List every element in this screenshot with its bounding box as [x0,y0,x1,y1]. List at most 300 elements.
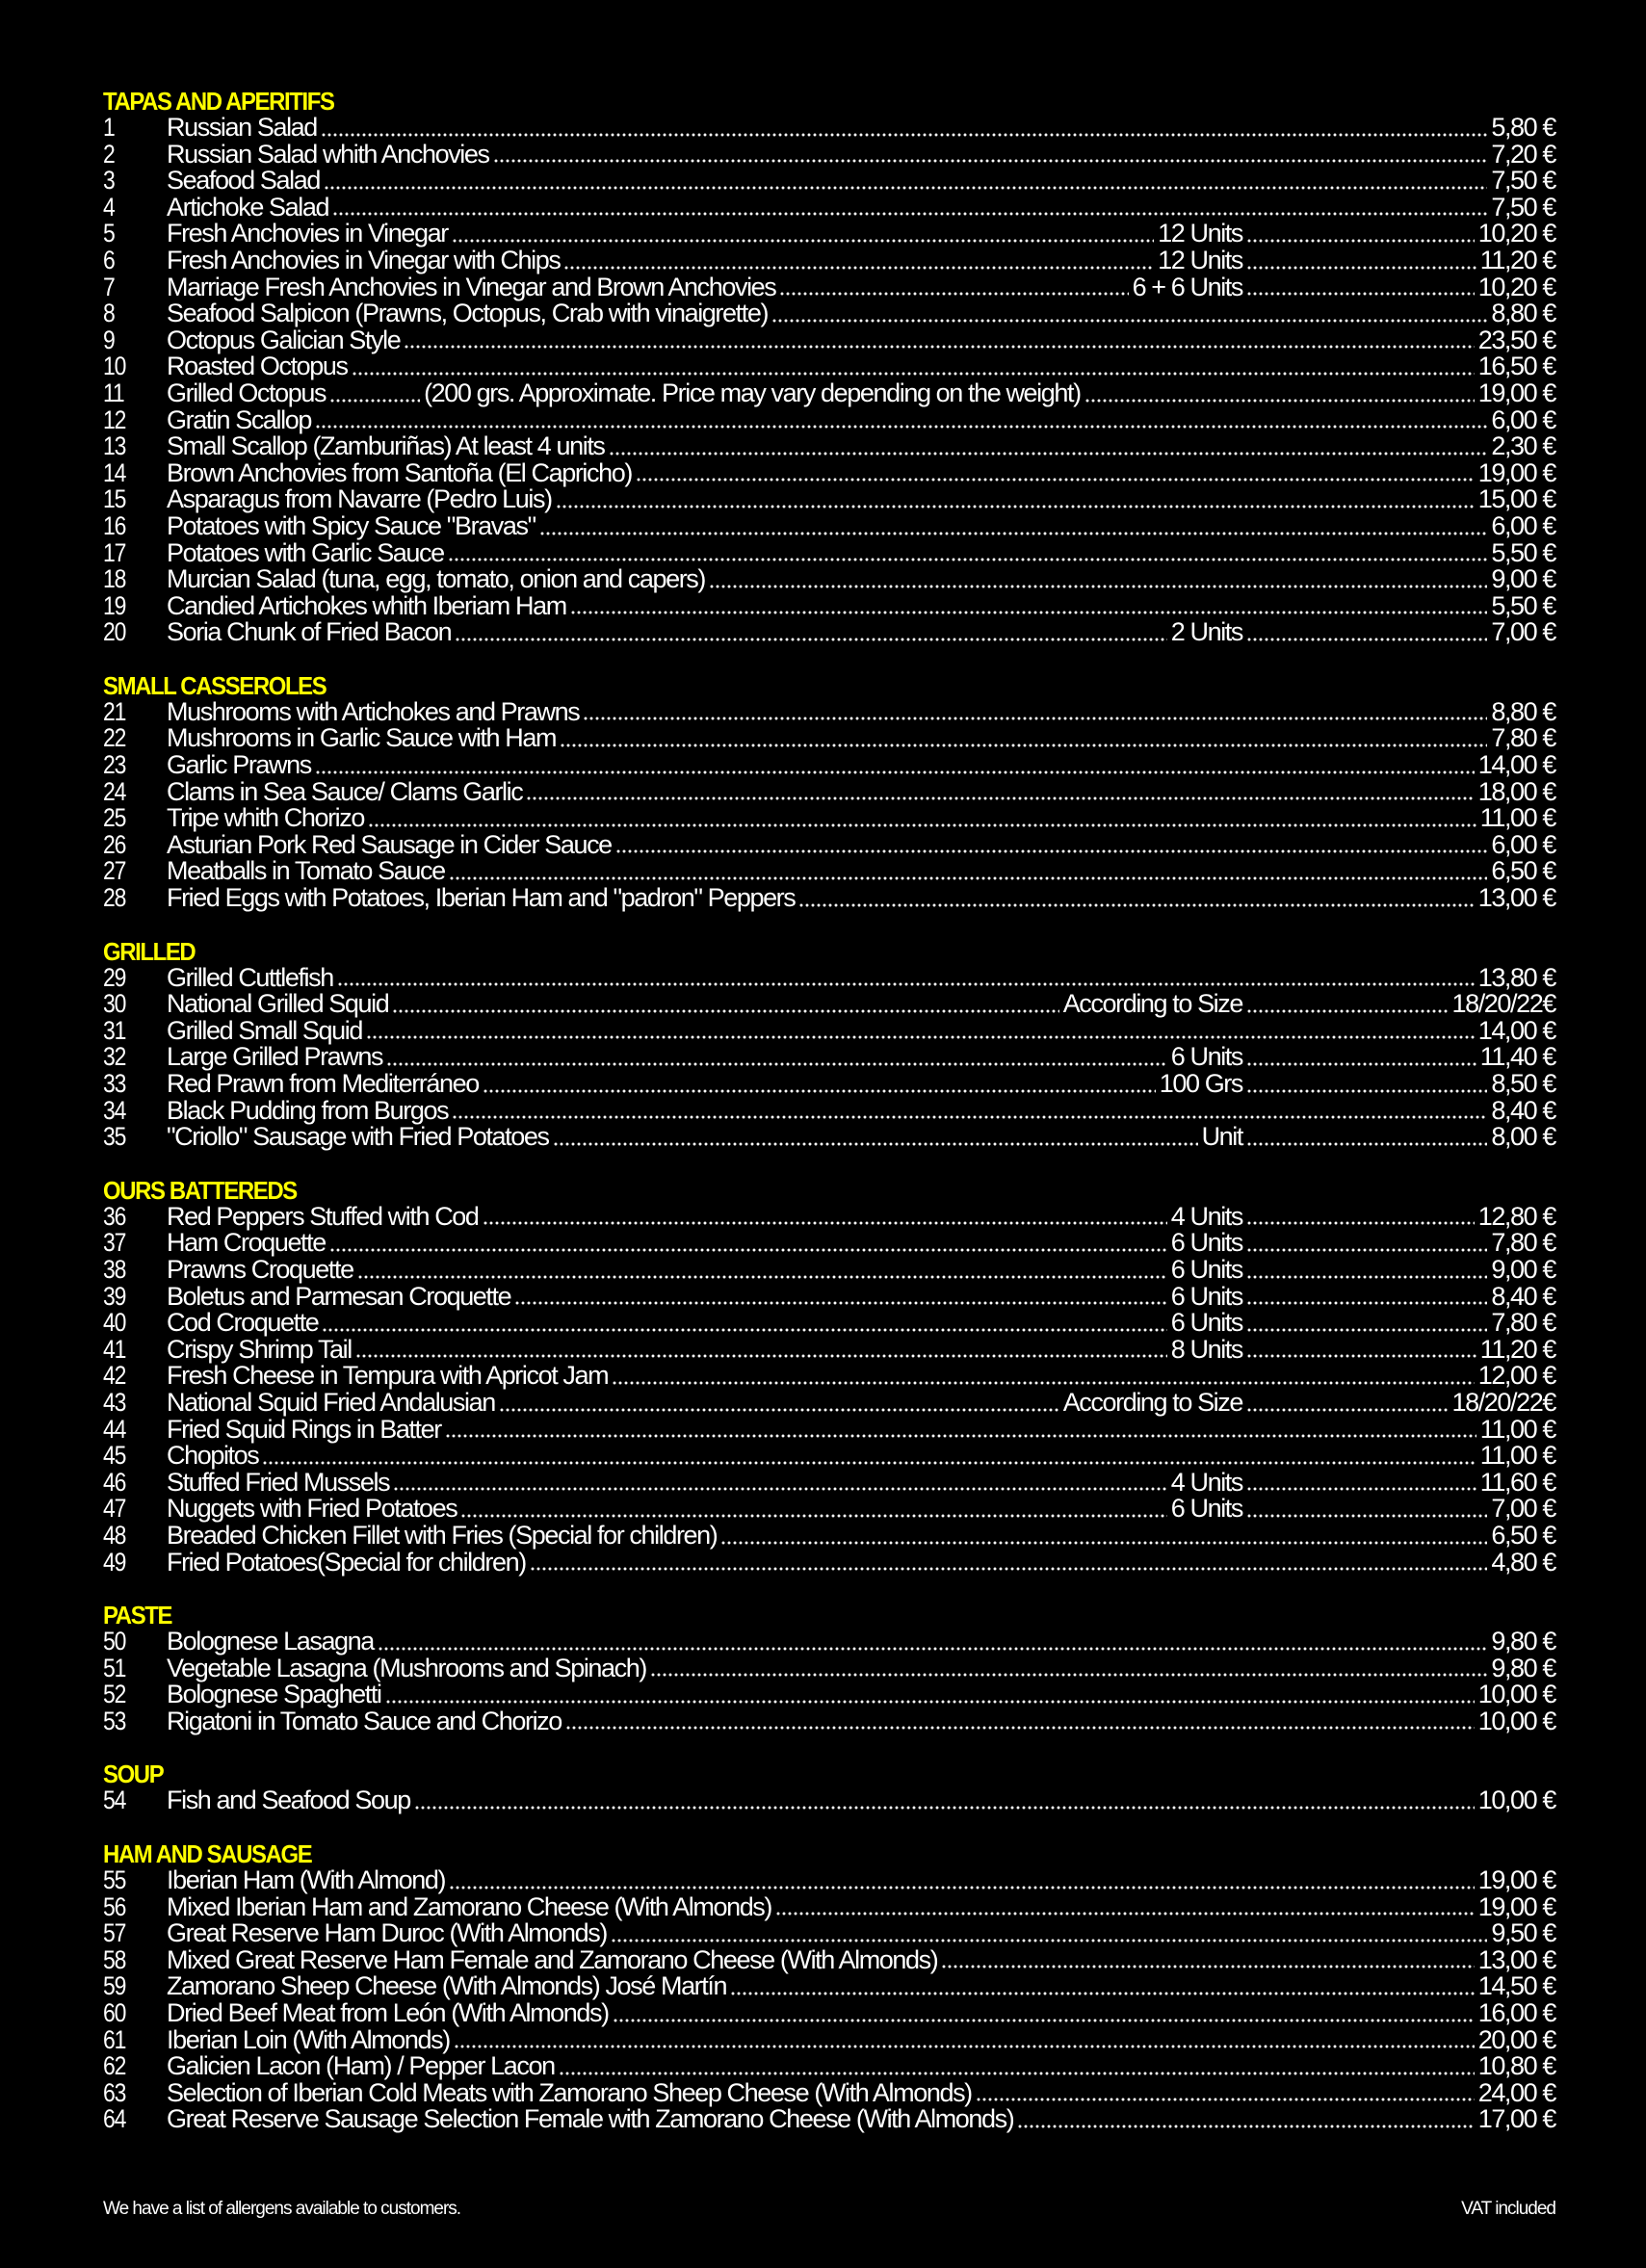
menu-item [103,805,1555,832]
item-name: National Grilled Squid [167,989,389,1019]
item-number: 17 [103,537,126,567]
dot-leader [570,611,1488,614]
item-name: Selection of Iberian Cold Meats with Zamorano Sheep Cheese (With Almonds) [167,2077,972,2107]
menu-item [103,725,1555,752]
item-name: Meatballs in Tomato Sauce [167,856,445,886]
dot-leader [483,1089,1156,1093]
item-number: 38 [103,1254,126,1284]
item-name: Russian Salad whith Anchovies [167,139,489,169]
item-name: Large Grilled Prawns [167,1042,383,1072]
item-number: 30 [103,989,126,1019]
item-price: 8,80 € [1491,299,1555,328]
item-body [167,192,1555,222]
item-body [167,2024,1555,2054]
dot-leader [565,1726,1475,1730]
menu-item [103,457,1555,487]
item-body [167,1629,1555,1655]
menu-item [103,1496,1555,1523]
item-number: 57 [103,1918,126,1948]
item-number: 21 [103,696,126,726]
menu-section [103,89,1555,646]
item-number: 23 [103,750,126,780]
menu-item [103,1334,1555,1364]
menu-item [103,1708,1555,1735]
item-price: 8,40 € [1491,1095,1555,1125]
item-price: 9,80 € [1491,1653,1555,1682]
item-price: 10,00 € [1477,1706,1555,1735]
item-body [167,1015,1555,1045]
item-price: 10,00 € [1477,1680,1555,1709]
item-number: 8 [103,299,115,328]
item-price: 8,50 € [1491,1069,1555,1098]
item-name: Fresh Cheese in Tempura with Apricot Jam [167,1361,609,1391]
menu-item [103,404,1555,434]
dot-leader [385,1700,1475,1704]
item-number: 54 [103,1786,126,1815]
item-price: 11,00 € [1479,1414,1555,1444]
item-body [167,566,1555,593]
item-number: 64 [103,2104,126,2134]
item-price: 19,00 € [1477,1865,1555,1895]
dot-leader [1246,1408,1448,1412]
item-name: Galicien Lacon (Ham) / Pepper Lacon [167,2051,555,2081]
dot-leader [1246,1487,1476,1491]
menu-section [103,1603,1555,1734]
item-number: 60 [103,1998,126,2028]
item-price: 9,00 € [1491,1254,1555,1284]
section-title: HAM AND SAUSAGE [103,1839,312,1869]
item-number: 56 [103,1891,126,1921]
dot-leader [329,1248,1167,1252]
menu-item [103,168,1555,195]
menu-item [103,510,1555,540]
item-name: Bolognese Spaghetti [167,1680,381,1709]
item-number: 31 [103,1015,126,1045]
item-name: Asturian Pork Red Sausage in Cider Sauce [167,829,612,859]
dot-leader [1246,1062,1476,1066]
menu-section [103,1175,1555,1577]
item-number: 9 [103,325,115,354]
item-body [167,1787,1555,1814]
footer [103,2199,1555,2220]
item-body [167,2106,1555,2133]
item-number: 1 [103,113,115,142]
item-name: Nuggets with Fried Potatoes [167,1494,457,1524]
item-price: 17,00 € [1477,2104,1555,2134]
dot-leader [1246,1248,1487,1252]
dot-leader [539,532,1488,535]
menu-item [103,1655,1555,1682]
item-price: 16,00 € [1477,1998,1555,2028]
dot-leader [1246,1354,1476,1358]
item-price: 13,00 € [1477,883,1555,913]
item-price: 19,00 € [1477,378,1555,407]
menu-section [103,670,1555,913]
item-name: Octopus Galician Style [167,325,401,354]
item-number: 3 [103,166,115,196]
item-number: 28 [103,883,126,913]
item-price: 8,00 € [1491,1122,1555,1152]
item-price: 15,00 € [1477,484,1555,514]
item-body [167,510,1555,540]
item-number: 46 [103,1467,126,1497]
item-units: 6 Units [1170,1281,1242,1311]
item-note: (200 grs. Approximate. Price may vary depending on the weight) [424,378,1081,407]
menu-section [103,1761,1555,1814]
item-name: Grilled Small Squid [167,1015,362,1045]
item-name: Small Scallop (Zamburiñas) At least 4 units [167,431,605,461]
dot-leader [355,1354,1167,1358]
menu-item [103,115,1555,142]
item-name: Seafood Salpicon (Prawns, Octopus, Crab with vinaigrette) [167,299,769,328]
menu-item [103,2106,1555,2133]
item-units: 4 Units [1170,1201,1242,1231]
dot-leader [315,770,1475,774]
menu-item [103,1973,1555,2000]
item-body [167,752,1555,779]
item-body [167,962,1555,992]
menu-item [103,1201,1555,1231]
item-name: Bolognese Lasagna [167,1627,374,1656]
dot-leader [1246,239,1475,243]
item-number: 20 [103,617,126,647]
item-body [167,590,1555,620]
item-price: 11,20 € [1479,245,1555,274]
item-name: Ham Croquette [167,1228,326,1258]
dot-leader [393,1487,1167,1491]
item-number: 32 [103,1042,126,1072]
item-body [167,245,1555,274]
menu-item [103,245,1555,274]
dot-leader [322,1328,1166,1332]
dot-leader [775,1912,1475,1916]
menu-item [103,619,1555,646]
menu-item [103,1520,1555,1550]
item-price: 4,80 € [1491,1547,1555,1577]
menu-item [103,537,1555,567]
dot-leader [321,133,1487,137]
menu-item [103,1254,1555,1284]
menu-item [103,192,1555,222]
dot-leader [798,903,1474,907]
menu-item [103,353,1555,380]
menu-item [103,1944,1555,1974]
item-price: 12,00 € [1477,1361,1555,1391]
item-price: 6,00 € [1491,510,1555,540]
item-price: 5,80 € [1491,113,1555,142]
item-body [167,725,1555,752]
item-units: 6 Units [1170,1308,1242,1338]
dot-leader [262,1461,1476,1465]
item-body [167,1071,1555,1098]
item-name: Brown Anchovies from Santoña (El Capricho) [167,457,632,487]
menu-item [103,858,1555,885]
dot-leader [771,319,1487,323]
item-number: 19 [103,590,126,620]
item-body [167,1944,1555,1974]
item-number: 63 [103,2077,126,2107]
menu-item [103,1044,1555,1071]
item-name: Black Pudding from Burgos [167,1095,449,1125]
item-body [167,168,1555,195]
dot-leader [1246,1275,1487,1279]
item-number: 5 [103,219,115,248]
menu-section [103,936,1555,1152]
item-price: 2,30 € [1491,431,1555,461]
item-price: 6,00 € [1491,404,1555,434]
item-number: 41 [103,1334,126,1364]
dot-leader [611,1939,1487,1942]
item-number: 42 [103,1361,126,1391]
item-name: Cod Croquette [167,1308,319,1338]
menu-item [103,1467,1555,1497]
menu-item [103,1230,1555,1257]
menu-section [103,1841,1555,2133]
item-name: Candied Artichokes whith Iberiam Ham [167,590,566,620]
menu-item [103,566,1555,593]
item-name: Roasted Octopus [167,352,348,381]
item-number: 33 [103,1069,126,1098]
item-body [167,1044,1555,1071]
item-body [167,1230,1555,1257]
menu-item [103,2053,1555,2080]
item-price: 6,00 € [1491,829,1555,859]
item-body [167,380,1555,407]
menu-item [103,139,1555,169]
dot-leader [1246,1221,1475,1225]
menu-item [103,300,1555,327]
dot-leader [378,1647,1487,1651]
item-body [167,1254,1555,1284]
item-units: 2 Units [1170,617,1242,647]
dot-leader [329,399,420,403]
item-body [167,1201,1555,1231]
item-price: 11,60 € [1479,1467,1555,1497]
item-units: Unit [1201,1122,1242,1152]
dot-leader [559,2072,1475,2075]
item-body [167,457,1555,487]
menu-item [103,1681,1555,1708]
item-name: Grilled Octopus [167,378,327,407]
item-number: 50 [103,1627,126,1656]
dot-leader [332,212,1487,216]
item-price: 7,20 € [1491,139,1555,169]
dot-leader [1246,1514,1487,1518]
dot-leader [499,1408,1059,1412]
item-name: Vegetable Lasagna (Mushrooms and Spinach) [167,1653,646,1682]
item-number: 49 [103,1547,126,1577]
dot-leader [583,717,1487,720]
item-name: Mushrooms with Artichokes and Prawns [167,696,580,726]
item-name: Fried Squid Rings in Batter [167,1414,441,1444]
menu-item [103,1310,1555,1337]
item-name: Murcian Salad (tuna, egg, tomato, onion and capers) [167,564,705,594]
item-number: 45 [103,1441,126,1471]
menu-item [103,1787,1555,1814]
item-price: 7,80 € [1491,723,1555,753]
menu-item [103,1015,1555,1045]
item-number: 44 [103,1414,126,1444]
dot-leader [368,823,1476,827]
item-name: "Criollo" Sausage with Fried Potatoes [167,1122,549,1152]
item-number: 6 [103,245,115,274]
item-units: 6 Units [1170,1254,1242,1284]
item-name: Great Reserve Sausage Selection Female with Zamorano Cheese (With Almonds) [167,2104,1014,2134]
item-price: 8,80 € [1491,696,1555,726]
item-body [167,1095,1555,1125]
item-price: 11,40 € [1479,1042,1555,1072]
item-number: 29 [103,962,126,992]
dot-leader [392,1009,1058,1013]
item-price: 13,00 € [1477,1944,1555,1974]
menu-item [103,1095,1555,1125]
menu-item [103,2077,1555,2107]
item-price: 20,00 € [1477,2024,1555,2054]
menu-item [103,752,1555,779]
menu-item [103,327,1555,354]
menu-item [103,221,1555,248]
item-price: 18,00 € [1477,776,1555,806]
item-number: 40 [103,1308,126,1338]
item-body [167,537,1555,567]
item-body [167,1124,1555,1151]
item-price: 10,00 € [1477,1786,1555,1815]
item-units: 6 Units [1170,1042,1242,1072]
item-name: Artichoke Salad [167,192,329,222]
item-price: 9,00 € [1491,564,1555,594]
item-number: 15 [103,484,126,514]
item-number: 4 [103,192,115,222]
dot-leader [483,1221,1167,1225]
menu-item [103,962,1555,992]
menu-item [103,776,1555,806]
item-price: 23,50 € [1477,325,1555,354]
dot-leader [493,159,1488,163]
item-name: Garlic Prawns [167,750,311,780]
dot-leader [530,1567,1488,1571]
item-number: 61 [103,2024,126,2054]
item-number: 55 [103,1865,126,1895]
item-body [167,885,1555,912]
item-number: 53 [103,1706,126,1735]
item-number: 12 [103,404,126,434]
item-name: Red Prawn from Mediterráneo [167,1069,479,1098]
dot-leader [613,2019,1475,2022]
dot-leader [337,982,1475,986]
dot-leader [445,1434,1476,1438]
item-name: Potatoes with Garlic Sauce [167,537,444,567]
section-title: TAPAS AND APERITIFS [103,87,334,116]
item-name: Russian Salad [167,113,317,142]
item-price: 18/20/22€ [1451,1387,1555,1417]
item-price: 10,20 € [1477,272,1555,301]
item-number: 52 [103,1680,126,1709]
dot-leader [976,2098,1475,2101]
item-body [167,1443,1555,1470]
dot-leader [636,478,1475,482]
item-body [167,1467,1555,1497]
item-number: 27 [103,856,126,886]
item-units: According to Size [1062,989,1242,1019]
item-body [167,115,1555,142]
dot-leader [553,1142,1198,1146]
item-price: 24,00 € [1477,2077,1555,2107]
item-number: 59 [103,1971,126,2001]
item-name: Asparagus from Navarre (Pedro Luis) [167,484,552,514]
item-price: 6,50 € [1491,1520,1555,1550]
dot-leader [386,1062,1167,1066]
menu-item [103,274,1555,301]
item-number: 11 [103,378,124,407]
dot-leader [454,2045,1475,2048]
item-body [167,2000,1555,2027]
item-name: Potatoes with Spicy Sauce "Bravas" [167,510,536,540]
dot-leader [779,292,1128,296]
item-price: 19,00 € [1477,457,1555,487]
item-body [167,300,1555,327]
item-body [167,433,1555,460]
item-name: Dried Beef Meat from León (With Almonds) [167,1998,609,2028]
menu-item [103,1443,1555,1470]
item-price: 13,80 € [1477,962,1555,992]
item-name: Marriage Fresh Anchovies in Vinegar and Brown Anchovies [167,272,776,301]
dot-leader [460,1514,1166,1518]
item-number: 14 [103,457,126,487]
dot-leader [404,345,1474,349]
item-name: Crispy Shrimp Tail [167,1334,352,1364]
item-name: Clams in Sea Sauce/ Clams Garlic [167,776,523,806]
dot-leader [615,849,1488,853]
item-body [167,1334,1555,1364]
item-price: 11,00 € [1479,803,1555,833]
dot-leader [650,1673,1487,1677]
vat-note: VAT included [1461,2199,1555,2219]
item-name: Seafood Salad [167,166,320,196]
item-body [167,1414,1555,1444]
allergens-note: We have a list of allergens available to customers. [103,2199,461,2219]
item-number: 39 [103,1281,126,1311]
item-number: 26 [103,829,126,859]
item-body [167,1547,1555,1577]
menu-item [103,1547,1555,1577]
menu-item [103,1124,1555,1151]
item-price: 14,00 € [1477,1015,1555,1045]
item-name: Mushrooms in Garlic Sauce with Ham [167,723,557,753]
section-title: GRILLED [103,936,196,966]
menu-item [103,829,1555,859]
item-price: 5,50 € [1491,537,1555,567]
item-body [167,274,1555,301]
dot-leader [452,239,1154,243]
item-name: Rigatoni in Tomato Sauce and Chorizo [167,1706,562,1735]
item-number: 13 [103,431,126,461]
item-body [167,1655,1555,1682]
dot-leader [324,186,1487,190]
menu-item [103,991,1555,1018]
menu-item [103,885,1555,912]
menu-item [103,696,1555,726]
item-name: Boletus and Parmesan Croquette [167,1281,511,1311]
item-name: Fried Potatoes(Special for children) [167,1547,526,1577]
menu-item [103,1281,1555,1311]
item-number: 43 [103,1387,126,1417]
dot-leader [366,1035,1475,1039]
item-price: 9,80 € [1491,1627,1555,1656]
menu-item [103,2000,1555,2027]
item-number: 37 [103,1228,126,1258]
item-number: 35 [103,1122,126,1152]
item-price: 8,40 € [1491,1281,1555,1311]
